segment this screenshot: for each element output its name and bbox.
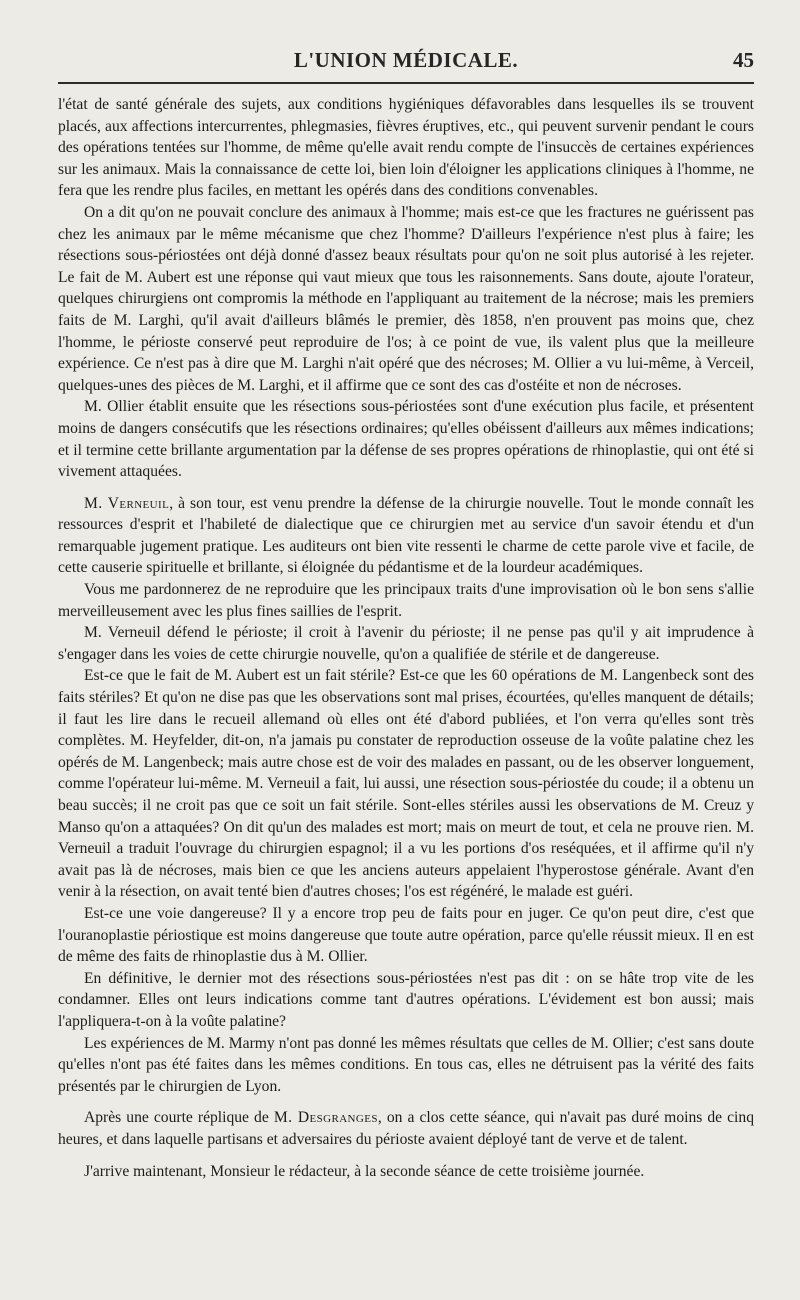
header-rule: [58, 82, 754, 84]
page-number: 45: [733, 48, 754, 72]
article-body: [58, 94, 754, 1182]
paragraph: Est-ce une voie dangereuse? Il y a encore trop peu de faits pour en juger. Ce qu'on peut dire, c'est que l'ouranoplastie périostique est moins dangereuse que toute autre opération, parce qu'elle réussit mieux. Il en est de même des faits de rhinoplastie dus à M. Ollier.: [58, 904, 754, 966]
paragraph: M. Verneuil défend le périoste; il croit à l'avenir du périoste; il ne pense pas qu'il y ait imprudence à s'engager dans les voies de cette chirurgie nouvelle, qu'on a qualifiée de stérile et de dangereuse.: [58, 624, 754, 663]
paragraph: M. Verneuil, à son tour, est venu prendre la défense de la chirurgie nouvelle. Tout le monde connaît les ressources d'esprit et l'habileté de dialectique que ce chirurgien met au service d'un savoir étendu et d'un remarquable jugement pratique. Les auditeurs ont bien vite ressenti le charme de cette parole vive et facile, de cette causerie spirituelle et brillante, si éloignée du pédantisme et de la lourdeur académiques.: [58, 494, 754, 577]
paragraph: Après une courte réplique de M. Desgranges, on a clos cette séance, qui n'avait pas duré moins de cinq heures, et dans laquelle partisans et adversaires du périoste avaient déployé tant de verve et de talent.: [58, 1109, 754, 1148]
paragraph: J'arrive maintenant, Monsieur le rédacteur, à la seconde séance de cette troisième journée.: [84, 1162, 645, 1180]
paragraph: l'état de santé générale des sujets, aux conditions hygiéniques défavorables dans lesquelles ils se trouvent placés, aux affections intercurrentes, phlegmasies, fièvres éruptives, etc., qui peuvent survenir pendant le cours des opérations tentées sur l'homme, de même qu'elle avait rendu compte de l'insuccès de certaines expériences sur les animaux. Mais la connaissance de cette loi, bien loin d'éloigner les applications cliniques à l'homme, ne fera que les rendre plus faciles, en mettant les opérés dans des conditions convenables.: [58, 96, 754, 200]
paragraph: Vous me pardonnerez de ne reproduire que les principaux traits d'une improvisation où le bon sens s'allie merveilleusement avec les plus fines saillies de l'esprit.: [58, 581, 754, 620]
running-title: L'UNION MÉDICALE.: [293, 48, 519, 72]
paragraph: En définitive, le dernier mot des résections sous-périostées n'est pas dit : on se hâte trop vite de les condamner. Elles ont leurs indications comme tant d'autres opérations. L'évidement est bon aussi; mais l'appliquera-t-on à la voûte palatine?: [58, 969, 754, 1030]
paragraph: Les expériences de M. Marmy n'ont pas donné les mêmes résultats que celles de M. Ollier; c'est sans doute qu'elles n'ont pas été faites dans les mêmes conditions. En tous cas, elles ne détruisent pas la vérité des faits présentés par le chirurgien de Lyon.: [58, 1034, 754, 1095]
speaker-name: M. Desgranges: [273, 1109, 378, 1127]
paragraph: On a dit qu'on ne pouvait conclure des animaux à l'homme; mais est-ce que les fractures ne guérissent pas chez les animaux par le même mécanisme que chez l'homme? D'ailleurs l'expérience n'est plus à faire; les résections sous-périostées ont déjà donné d'assez beaux résultats pour qu'on ne soit plus autorisé à les rejeter. Le fait de M. Aubert est une réponse qui vaut mieux que tous les raisonnements. Sans doute, ajoute l'orateur, quelques chirurgiens ont compromis la méthode en l'appliquant au traitement de la nécrose; mais les premiers faits de M. Larghi, qu'il avait d'ailleurs blâmés le premier, dès 1858, n'en prouvent pas moins que, chez l'homme, le périoste conservé peut reproduire de l'os; à ce point de vue, ils valent plus que la meilleure expérience. Ce n'est pas à dire que M. Larghi n'ait opéré que des nécroses; M. Ollier a vu lui-même, à Verceil, quelques-unes des pièces de M. Larghi, et il affirme que ce sont des cas d'ostéite et non de nécroses.: [58, 203, 754, 394]
paragraph: Est-ce que le fait de M. Aubert est un fait stérile? Est-ce que les 60 opérations de M. Langenbeck sont des faits stériles? Et qu'on ne dise pas que les observations sont mal prises, écourtées, qu'elles manquent de détails; il faut les lire dans le recueil allemand où elles ont été d'abord publiées, et l'on verra qu'elles sont très complètes. M. Heyfelder, dit-on, n'a jamais pu constater de reproduction osseuse de la voûte palatine chez les opérés de M. Langenbeck; mais autre chose est de voir des malades en passant, ou de les observer longuement, comme l'opérateur lui-même. M. Verneuil a fait, lui aussi, une résection sous-périostée du coude; il a obtenu un beau succès; il ne croit pas que ce soit un fait stérile. Sont-elles stériles aussi les observations de M. Creuz y Manso qu'on a attaquées? On dit qu'un des malades est mort; mais on meurt de tout, et cela ne prouve rien. M. Verneuil a traduit l'ouvrage du chirurgien espagnol; il a vu les portions d'os reséquées, et il affirme qu'il n'y avait pas là de nécroses, mais bien ce que les anciens auteurs appelaient l'hyperostose générale. Avant d'en venir à la résection, on avait tenté bien d'autres choses; l'os est régénéré, le malade est guéri.: [58, 667, 754, 901]
page-header: [58, 44, 754, 78]
speaker-name: M. Verneuil: [84, 494, 170, 512]
paragraph: M. Ollier établit ensuite que les résections sous-périostées sont d'une exécution plus facile, et présentent moins de dangers consécutifs que les résections ordinaires; qu'elles obéissent d'ailleurs aux mêmes indications; et il termine cette brillante argumentation par la défense de ses propres opérations de rhinoplastie, qui ont été si vivement attaquées.: [58, 398, 754, 481]
